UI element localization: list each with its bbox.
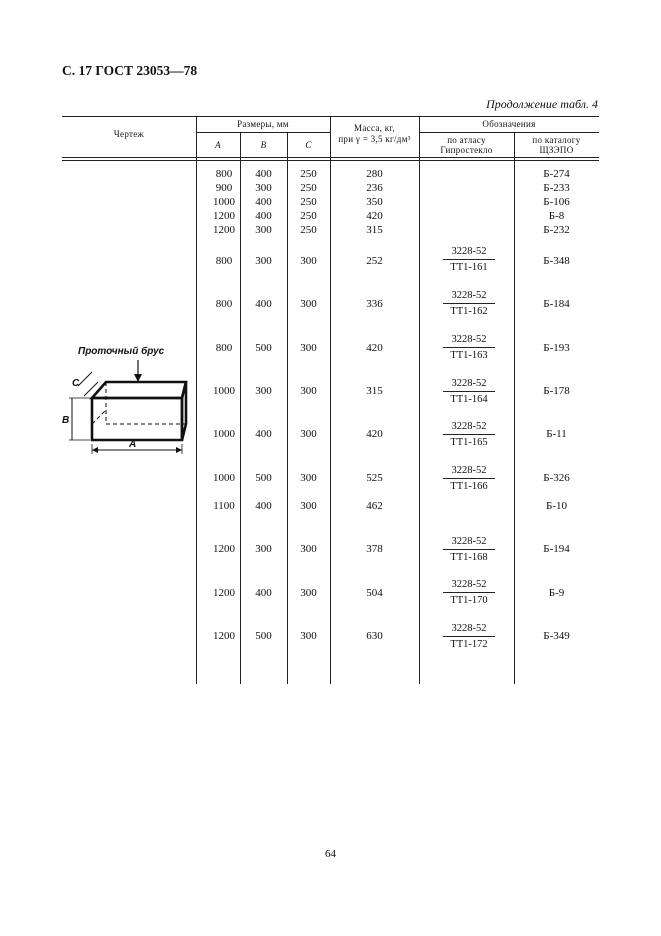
cell-a: 1200 xyxy=(213,630,235,642)
cell-catalog: Б-106 xyxy=(543,196,570,208)
cell-mass: 280 xyxy=(366,168,383,180)
cell-b: 500 xyxy=(255,472,272,484)
cell-a: 800 xyxy=(215,168,233,180)
cell-catalog: Б-8 xyxy=(548,210,565,222)
fraction-bar xyxy=(443,592,495,593)
cell-catalog: Б-349 xyxy=(543,630,570,642)
header-catalog-line2: ЩЗЭПО xyxy=(539,145,574,155)
cell-b: 400 xyxy=(255,587,272,599)
cell-catalog: Б-193 xyxy=(543,342,570,354)
cell-mass: 336 xyxy=(366,298,383,310)
dim-c-label: С xyxy=(72,378,80,389)
fraction-bar xyxy=(443,259,495,260)
atlas-denominator: ТТ1-164 xyxy=(450,394,488,405)
atlas-numerator: 3228-52 xyxy=(451,465,487,476)
cell-a: 900 xyxy=(215,182,233,194)
cell-b: 400 xyxy=(255,500,272,512)
cell-b: 300 xyxy=(255,385,272,397)
atlas-numerator: 3228-52 xyxy=(451,579,487,590)
fraction-bar xyxy=(443,347,495,348)
atlas-numerator: 3228-52 xyxy=(451,623,487,634)
cell-a: 800 xyxy=(215,255,233,267)
cell-catalog: Б-274 xyxy=(543,168,570,180)
cell-atlas-fraction xyxy=(424,245,514,274)
cell-c: 250 xyxy=(300,210,317,222)
cell-atlas-fraction xyxy=(424,535,514,564)
cell-c: 300 xyxy=(300,500,317,512)
cell-c: 300 xyxy=(300,428,317,440)
cell-b: 400 xyxy=(255,210,272,222)
header-mass-line1: Масса, кг, xyxy=(354,123,395,133)
drawing-rectangular-bar-svg xyxy=(60,338,194,468)
dim-a-label: А xyxy=(129,439,137,450)
atlas-denominator: ТТ1-163 xyxy=(450,350,488,361)
cell-c: 300 xyxy=(300,543,317,555)
cell-mass: 420 xyxy=(366,210,383,222)
fraction-bar xyxy=(443,303,495,304)
cell-b: 500 xyxy=(255,342,272,354)
cell-atlas-fraction xyxy=(424,622,514,651)
header-mass-line2: при γ = 3,5 кг/дм³ xyxy=(338,134,411,144)
atlas-denominator: ТТ1-170 xyxy=(450,595,488,606)
atlas-numerator: 3228-52 xyxy=(451,334,487,345)
cell-catalog: Б-11 xyxy=(546,428,567,440)
cell-atlas-fraction xyxy=(424,377,514,406)
cell-c: 250 xyxy=(300,182,317,194)
cell-catalog: Б-9 xyxy=(548,587,565,599)
header-atlas-line2: Гипростекло xyxy=(440,145,493,155)
cell-c: 300 xyxy=(300,472,317,484)
cell-a: 1200 xyxy=(213,210,235,222)
cell-a: 800 xyxy=(215,298,233,310)
cell-mass: 315 xyxy=(366,385,383,397)
cell-c: 250 xyxy=(300,224,317,236)
atlas-denominator: ТТ1-162 xyxy=(450,306,488,317)
header-atlas-line1: по атласу xyxy=(447,135,486,145)
atlas-denominator: ТТ1-172 xyxy=(450,639,488,650)
cell-mass: 525 xyxy=(366,472,383,484)
cell-catalog: Б-10 xyxy=(546,500,567,512)
cell-a: 1000 xyxy=(213,196,235,208)
sizes-subheader-rule xyxy=(196,132,330,133)
cell-catalog: Б-232 xyxy=(543,224,570,236)
cell-b: 400 xyxy=(255,298,272,310)
table-continuation-label: Продолжение табл. 4 xyxy=(486,97,598,111)
cell-mass: 378 xyxy=(366,543,383,555)
atlas-denominator: ТТ1-161 xyxy=(450,262,488,273)
col-divider-mass xyxy=(419,116,420,684)
cell-atlas-fraction xyxy=(424,289,514,318)
cell-mass: 504 xyxy=(366,587,383,599)
cell-c: 300 xyxy=(300,587,317,599)
cell-c: 300 xyxy=(300,255,317,267)
cell-catalog: Б-194 xyxy=(543,543,570,555)
cell-c: 250 xyxy=(300,168,317,180)
atlas-denominator: ТТ1-168 xyxy=(450,552,488,563)
atlas-denominator: ТТ1-165 xyxy=(450,437,488,448)
cell-c: 250 xyxy=(300,196,317,208)
cell-mass: 236 xyxy=(366,182,383,194)
cell-atlas-fraction xyxy=(424,333,514,362)
cell-a: 1100 xyxy=(213,500,235,512)
cell-a: 1200 xyxy=(213,587,235,599)
header-a: А xyxy=(215,140,221,150)
cell-mass: 462 xyxy=(366,500,383,512)
cell-a: 1000 xyxy=(213,428,235,440)
header-c: С xyxy=(305,140,312,150)
atlas-numerator: 3228-52 xyxy=(451,421,487,432)
cell-a: 1200 xyxy=(213,543,235,555)
cell-a: 1200 xyxy=(213,224,235,236)
cell-catalog: Б-184 xyxy=(543,298,570,310)
atlas-numerator: 3228-52 xyxy=(451,290,487,301)
cell-mass: 420 xyxy=(366,342,383,354)
cell-catalog: Б-178 xyxy=(543,385,570,397)
atlas-numerator: 3228-52 xyxy=(451,536,487,547)
cell-atlas-fraction xyxy=(424,578,514,607)
header-sizes: Размеры, мм xyxy=(237,119,289,129)
fraction-bar xyxy=(443,434,495,435)
cell-b: 400 xyxy=(255,428,272,440)
cell-mass: 252 xyxy=(366,255,383,267)
cell-mass: 420 xyxy=(366,428,383,440)
cell-b: 300 xyxy=(255,543,272,555)
cell-c: 300 xyxy=(300,385,317,397)
drawing-label: Проточный брус xyxy=(78,346,165,357)
header-drawing: Чертеж xyxy=(113,129,145,139)
cell-mass: 630 xyxy=(366,630,383,642)
fraction-bar xyxy=(443,549,495,550)
atlas-numerator: 3228-52 xyxy=(451,378,487,389)
page-header: С. 17 ГОСТ 23053—78 xyxy=(62,63,198,78)
cell-b: 300 xyxy=(255,224,272,236)
cell-mass: 315 xyxy=(366,224,383,236)
atlas-denominator: ТТ1-166 xyxy=(450,481,488,492)
header-b: В xyxy=(260,140,267,150)
drawing-rectangular-bar xyxy=(60,338,194,468)
cell-a: 1000 xyxy=(213,472,235,484)
cell-catalog: Б-348 xyxy=(543,255,570,267)
cell-atlas-fraction xyxy=(424,420,514,449)
cell-c: 300 xyxy=(300,298,317,310)
cell-atlas-fraction xyxy=(424,464,514,493)
cell-b: 300 xyxy=(255,182,272,194)
dim-b-label: В xyxy=(62,415,70,426)
cell-catalog: Б-326 xyxy=(543,472,570,484)
atlas-numerator: 3228-52 xyxy=(451,246,487,257)
cell-b: 500 xyxy=(255,630,272,642)
cell-catalog: Б-233 xyxy=(543,182,570,194)
fraction-bar xyxy=(443,391,495,392)
cell-b: 300 xyxy=(255,255,272,267)
page-number: 64 xyxy=(325,848,336,860)
cell-a: 800 xyxy=(215,342,233,354)
cell-b: 400 xyxy=(255,168,272,180)
designations-subheader-rule xyxy=(419,132,599,133)
header-catalog-line1: по каталогу xyxy=(532,135,581,145)
cell-c: 300 xyxy=(300,630,317,642)
fraction-bar xyxy=(443,478,495,479)
cell-mass: 350 xyxy=(366,196,383,208)
cell-a: 1000 xyxy=(213,385,235,397)
header-designations: Обозначения xyxy=(482,119,536,129)
cell-b: 400 xyxy=(255,196,272,208)
cell-c: 300 xyxy=(300,342,317,354)
fraction-bar xyxy=(443,636,495,637)
